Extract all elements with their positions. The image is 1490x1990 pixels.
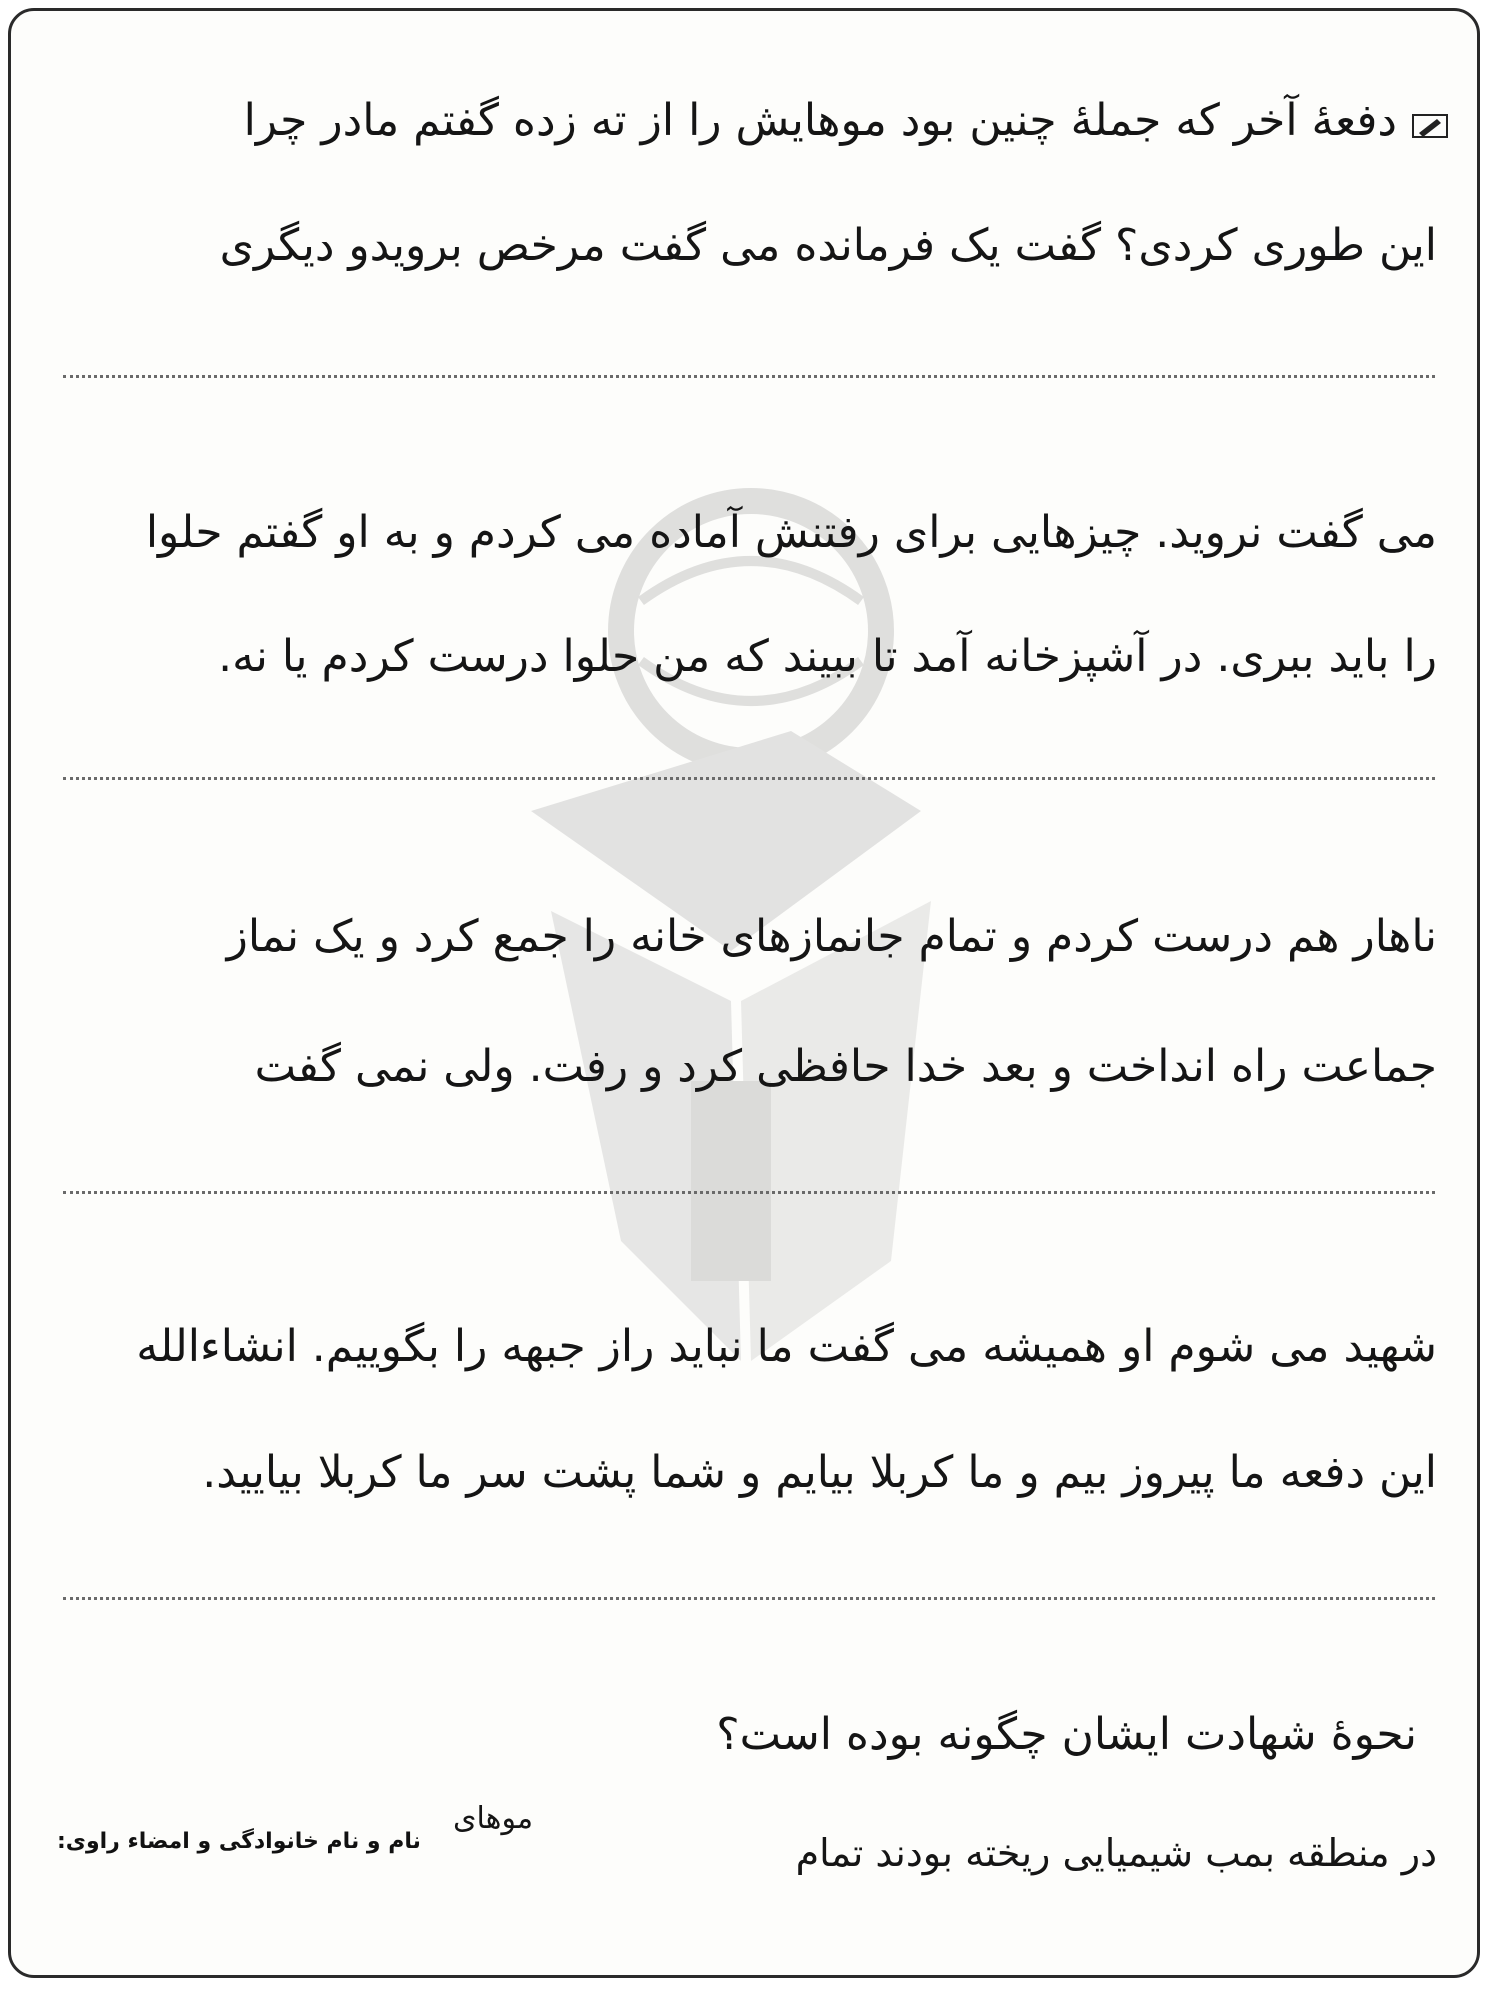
pen-icon (1411, 111, 1449, 141)
text-line-5: ناهار هم درست کردم و تمام جانمازهای خانه را جمع کرد و یک نماز (226, 911, 1437, 962)
narrator-signature-label: نام و نام خانوادگی و امضاء راوی: (57, 1829, 421, 1854)
text-line-7: شهید می شوم او همیشه می گفت ما نباید راز جبهه را بگوییم. انشاءالله (136, 1321, 1437, 1372)
inserted-word: موهای (453, 1801, 534, 1836)
text-line-8: این دفعه ما پیروز بیم و ما کربلا بیایم و شما پشت سر ما کربلا بیایید. (202, 1447, 1437, 1498)
document-sheet (8, 8, 1480, 1978)
text-line-2: این طوری کردی؟ گفت یک فرمانده می گفت مرخص برویدو دیگری (219, 220, 1437, 271)
text-line-4: را باید ببری. در آشپزخانه آمد تا ببیند که من حلوا درست کردم یا نه. (218, 631, 1437, 682)
dotted-line-2 (63, 777, 1435, 780)
answer-line: در منطقه بمب شیمیایی ریخته بودند تمام (795, 1831, 1437, 1875)
dotted-line-3 (63, 1191, 1435, 1194)
text-line-6: جماعت راه انداخت و بعد خدا حافظی کرد و رفت. ولی نمی گفت (254, 1041, 1437, 1092)
dotted-line-1 (63, 375, 1435, 378)
question-line: نحوهٔ شهادت ایشان چگونه بوده است؟ (716, 1709, 1417, 1760)
text-line-3: می گفت نروید. چیزهایی برای رفتنش آماده می کردم و به او گفتم حلوا (145, 507, 1437, 558)
text-line-1: دفعهٔ آخر که جملهٔ چنین بود موهایش را از ته زده گفتم مادر چرا (243, 95, 1397, 146)
dotted-line-4 (63, 1597, 1435, 1600)
